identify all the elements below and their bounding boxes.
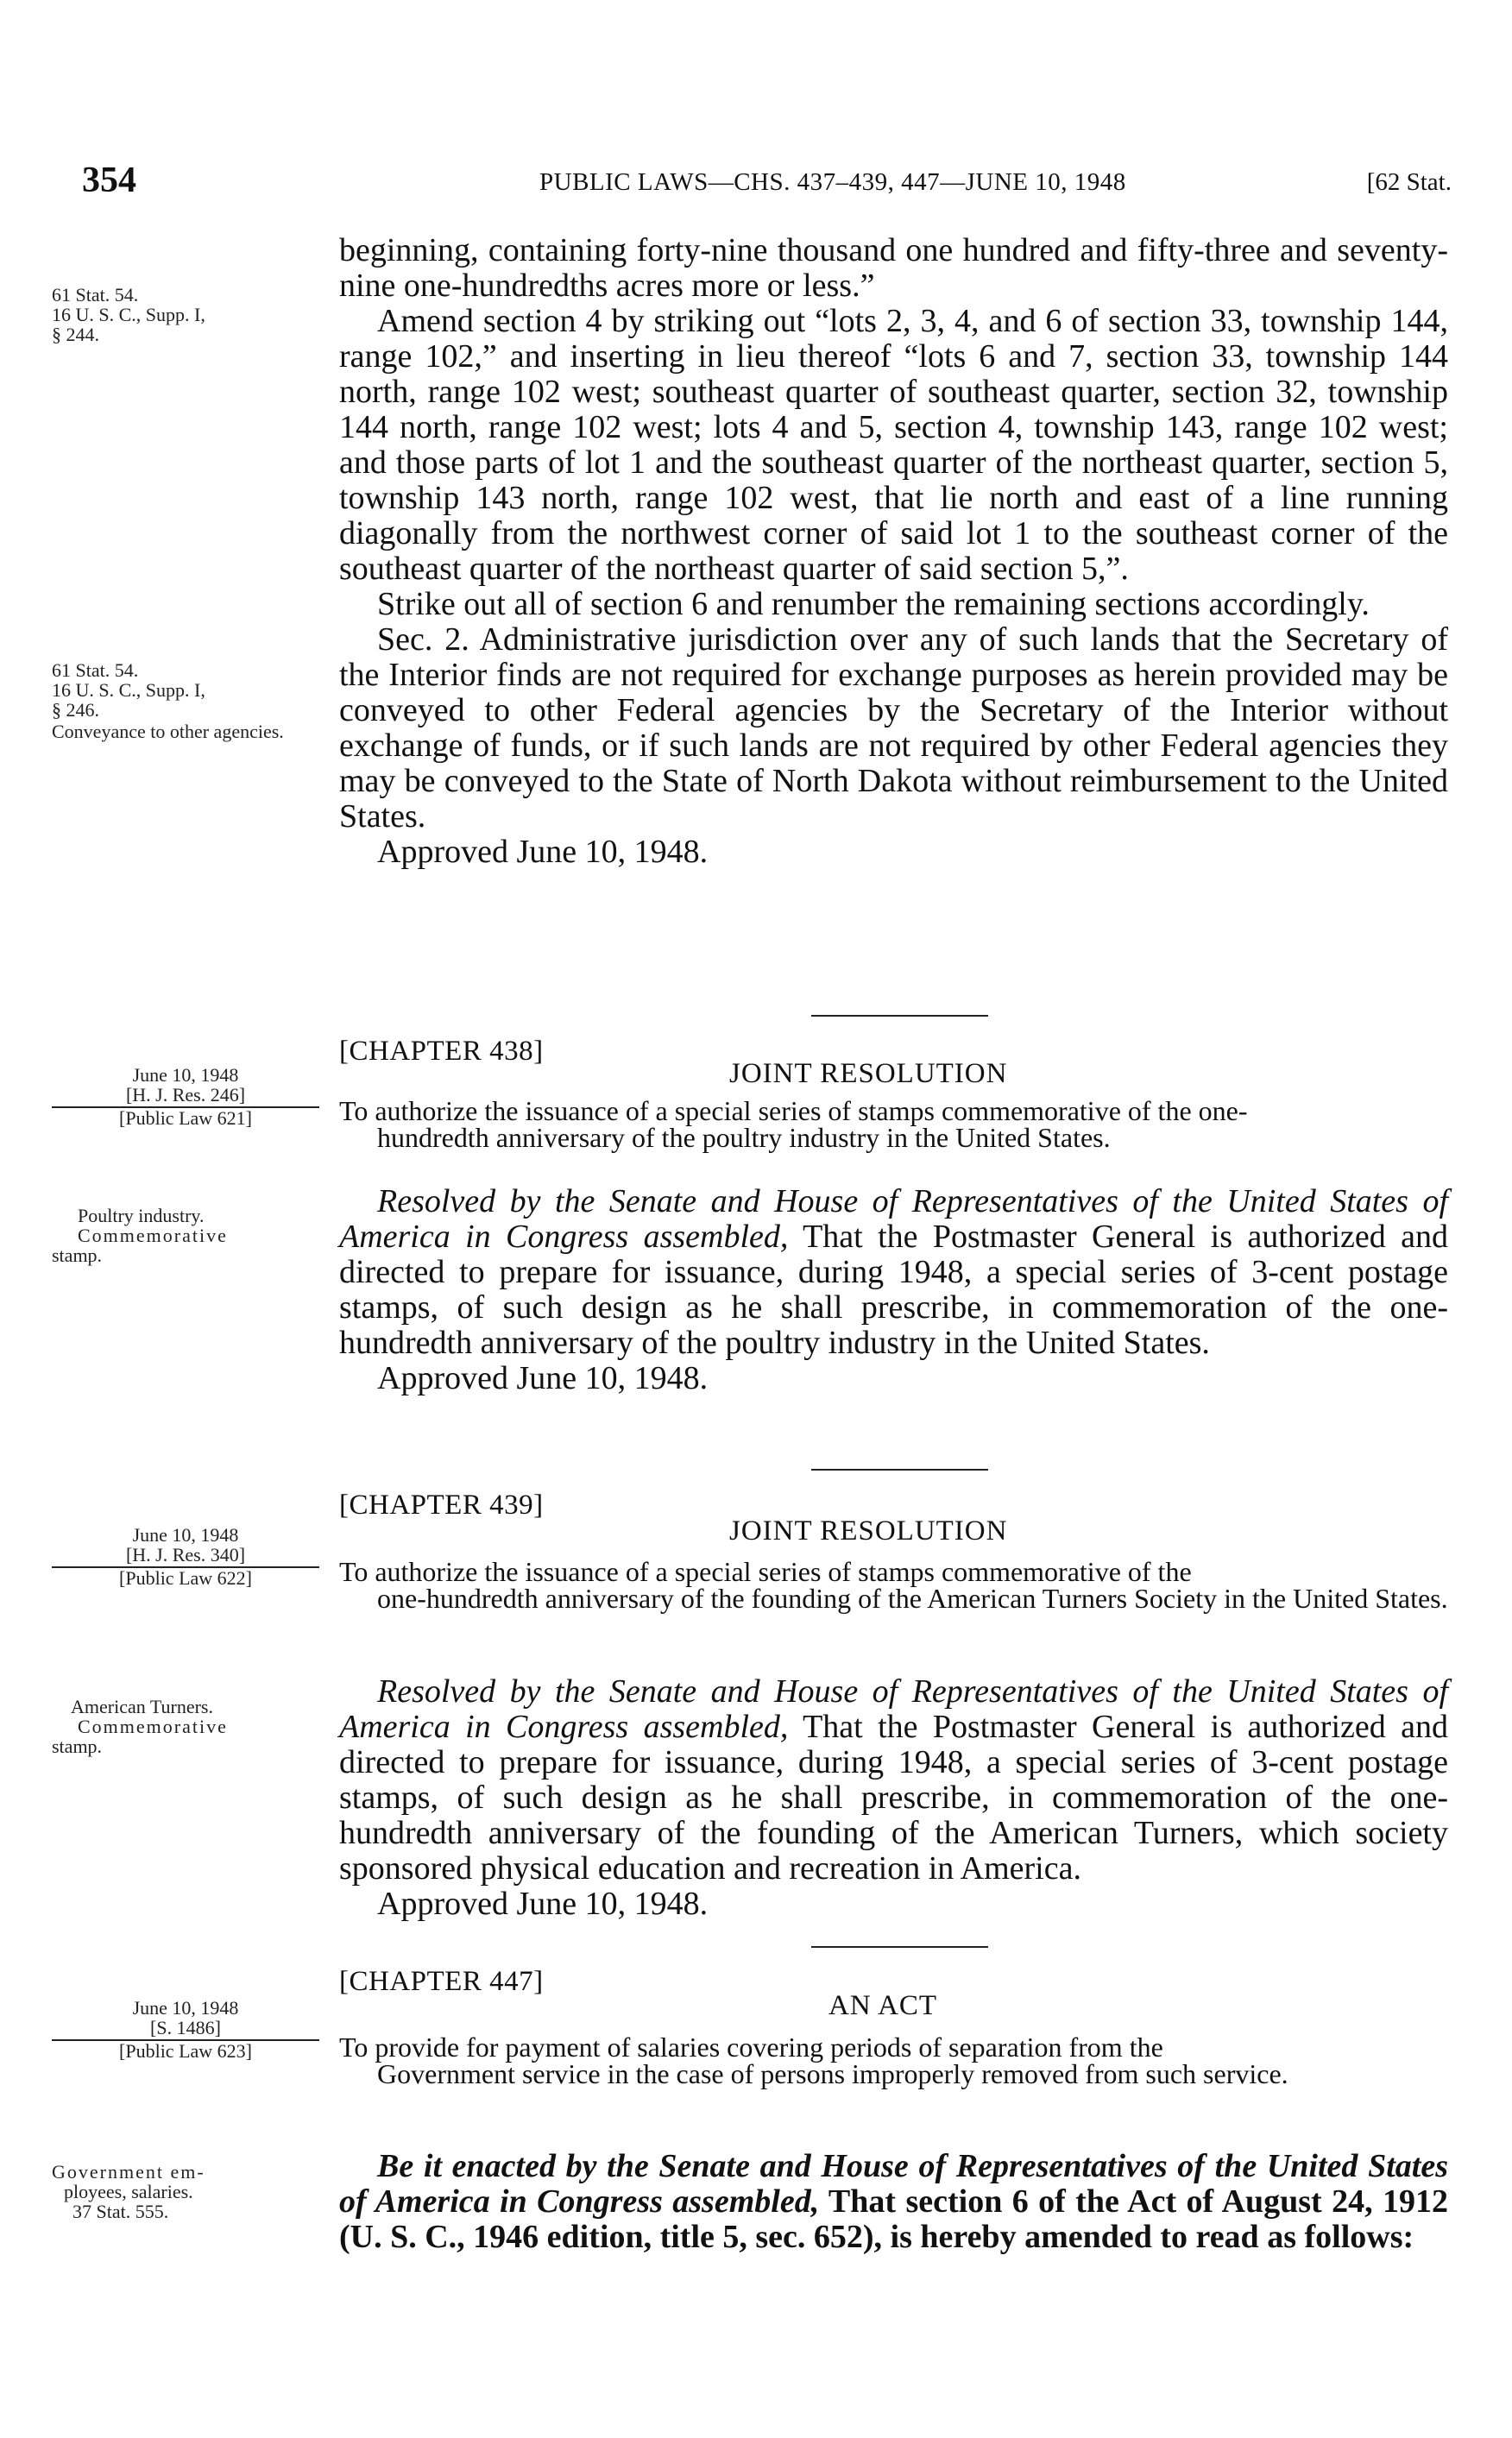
page-number: 354 bbox=[82, 161, 136, 200]
resolution-text: That the Postmaster General is authorized and directed to prepare for issuance, during 1948, a special series of 3-cent postage stamps, of such design as he shall prescribe, in commemoration of the one-hundredth anniversary of the poultry industry in the United States. bbox=[339, 1219, 1448, 1361]
purpose-line: To provide for payment of salaries covering periods of separation from the bbox=[339, 2032, 1163, 2063]
chapter-439-type: JOINT RESOLUTION bbox=[729, 1515, 1008, 1547]
margin-note-line: 61 Stat. 54. bbox=[52, 659, 139, 681]
margin-note-line: 16 U. S. C., Supp. I, bbox=[52, 304, 205, 325]
chapter-439-body bbox=[339, 1674, 1448, 1922]
chapter-438-label: [CHAPTER 438] bbox=[339, 1036, 544, 1067]
purpose-line: Government service in the case of persons improperly removed from such service. bbox=[377, 2058, 1288, 2089]
bill-number: [S. 1486] bbox=[52, 2018, 319, 2041]
approved-line: Approved June 10, 1948. bbox=[377, 1886, 709, 1922]
approved-line: Approved June 10, 1948. bbox=[377, 1360, 709, 1396]
chapter-447-body bbox=[339, 2149, 1448, 2255]
chapter-438-body bbox=[339, 1184, 1448, 1396]
margin-note-line: stamp. bbox=[52, 1736, 103, 1757]
margin-note-poultry bbox=[52, 1206, 319, 1265]
margin-note-chapter-438 bbox=[52, 1065, 319, 1128]
margin-note-conveyance: Conveyance to other agencies. bbox=[52, 721, 284, 742]
margin-note-line: stamp. bbox=[52, 1244, 103, 1266]
purpose-line: To authorize the issuance of a special series of stamps commemorative of the bbox=[339, 1556, 1192, 1587]
chapter-447-type: AN ACT bbox=[828, 1990, 938, 2021]
page-header bbox=[82, 160, 1460, 200]
paragraph bbox=[339, 622, 1448, 835]
chapter-439-label: [CHAPTER 439] bbox=[339, 1490, 544, 1521]
margin-note-line: Poultry industry. bbox=[78, 1205, 205, 1226]
margin-note-line: § 244. bbox=[52, 324, 99, 345]
margin-note-line: ployees, salaries. bbox=[64, 2181, 193, 2202]
margin-note-ref-1 bbox=[52, 285, 319, 344]
purpose-line: hundredth anniversary of the poultry industry in the United States. bbox=[377, 1122, 1111, 1153]
purpose-line: To authorize the issuance of a special series of stamps commemorative of the one- bbox=[339, 1095, 1248, 1126]
margin-note-line: 61 Stat. 54. bbox=[52, 284, 139, 306]
paragraph: beginning, containing forty-nine thousand one hundred and fifty-three and seventy-nine one-hundredths acres more or less.” bbox=[339, 232, 1448, 304]
resolution-number: [H. J. Res. 340] bbox=[52, 1545, 319, 1568]
margin-note-line: § 246. bbox=[52, 699, 99, 721]
approval-date: June 10, 1948 bbox=[132, 1997, 239, 2019]
margin-note-line: Commemorative bbox=[78, 1716, 228, 1737]
chapter-439-purpose bbox=[339, 1556, 1448, 1614]
act-text: That section 6 of the Act of August 24, 1912 (U. S. C., 1946 edition, title 5, sec. 652), is hereby amended to read as follows: bbox=[339, 2183, 1448, 2255]
paragraph bbox=[339, 2149, 1448, 2255]
resolution-number: [H. J. Res. 246] bbox=[52, 1085, 319, 1108]
margin-note-chapter-439 bbox=[52, 1525, 319, 1588]
margin-note-employees bbox=[52, 2162, 319, 2221]
public-law-number: [Public Law 622] bbox=[119, 1567, 252, 1589]
paragraph bbox=[339, 1674, 1448, 1887]
paragraph bbox=[339, 1184, 1448, 1361]
public-law-number: [Public Law 621] bbox=[119, 1107, 252, 1129]
running-head: PUBLIC LAWS—CHS. 437–439, 447—JUNE 10, 1948 bbox=[539, 168, 1126, 196]
chapter-438-type: JOINT RESOLUTION bbox=[729, 1058, 1008, 1089]
margin-note-line: 37 Stat. 555. bbox=[72, 2201, 169, 2222]
approval-date: June 10, 1948 bbox=[132, 1524, 239, 1546]
chapter-447-label: [CHAPTER 447] bbox=[339, 1966, 544, 1997]
enacting-clause: Be it enacted by the Senate and House of Representatives of the United States of America in Congress assembled, bbox=[339, 2148, 1448, 2220]
purpose-line: one-hundredth anniversary of the founding of the American Turners Society in the United States. bbox=[377, 1583, 1448, 1614]
divider-rule bbox=[811, 1946, 988, 1948]
divider-rule bbox=[811, 1015, 988, 1017]
approval-date: June 10, 1948 bbox=[132, 1064, 239, 1086]
section-text: Administrative jurisdiction over any of such lands that the Secretary of the Interior finds are not required for exchange purposes as herein provided may be conveyed to other Federal agencies by the Secretary of the Interior without exchange of funds, or if such lands are not required by other Federal agencies they may be conveyed to the State of North Dakota without reimbursement to the United States. bbox=[339, 621, 1448, 835]
approved-line: Approved June 10, 1948. bbox=[377, 834, 709, 870]
paragraph: Strike out all of section 6 and renumber the remaining sections accordingly. bbox=[377, 586, 1370, 622]
divider-rule bbox=[811, 1469, 988, 1471]
section-label: Sec. 2. bbox=[377, 621, 469, 658]
enacting-clause: Resolved by the Senate and House of Representatives of the United States of America in Congress assembled, bbox=[339, 1183, 1448, 1255]
enacting-clause: Resolved by the Senate and House of Representatives of the United States of America in Congress assembled, bbox=[339, 1673, 1448, 1745]
paragraph: Amend section 4 by striking out “lots 2, 3, 4, and 6 of section 33, township 144, range 102,” and inserting in lieu thereof “lots 6 and 7, section 33, township 144 north, range 102 west; southeast quarter of southeast quarter, section 32, township 144 north, range 102 west; lots 4 and 5, section 4, township 143, range 102 west; and those parts of lot 1 and the southeast quarter of the northeast quarter, section 5, township 143 north, range 102 west, that lie north and east of a line running diagonally from the northwest corner of said lot 1 to the southeast corner of the southeast quarter of the northeast quarter of said section 5,”. bbox=[339, 303, 1448, 587]
public-law-number: [Public Law 623] bbox=[119, 2040, 252, 2062]
resolution-text: That the Postmaster General is authorized and directed to prepare for issuance, during 1948, a special series of 3-cent postage stamps, of such design as he shall prescribe, in commemoration of the one-hundredth anniversary of the founding of the American Turners, which society sponsored physical education and recreation in America. bbox=[339, 1709, 1448, 1887]
section-437-body bbox=[339, 233, 1448, 870]
margin-note-line: American Turners. bbox=[71, 1696, 213, 1717]
margin-note-line: 16 U. S. C., Supp. I, bbox=[52, 679, 205, 701]
chapter-438-purpose bbox=[339, 1095, 1448, 1153]
margin-note-ref-2 bbox=[52, 660, 319, 720]
margin-note-line: Government em- bbox=[52, 2161, 205, 2183]
chapter-447-purpose bbox=[339, 2034, 1448, 2088]
margin-note-line: Commemorative bbox=[78, 1225, 228, 1246]
margin-note-chapter-447 bbox=[52, 1998, 319, 2061]
volume-reference: [62 Stat. bbox=[1366, 168, 1452, 196]
margin-note-turners bbox=[52, 1697, 319, 1756]
